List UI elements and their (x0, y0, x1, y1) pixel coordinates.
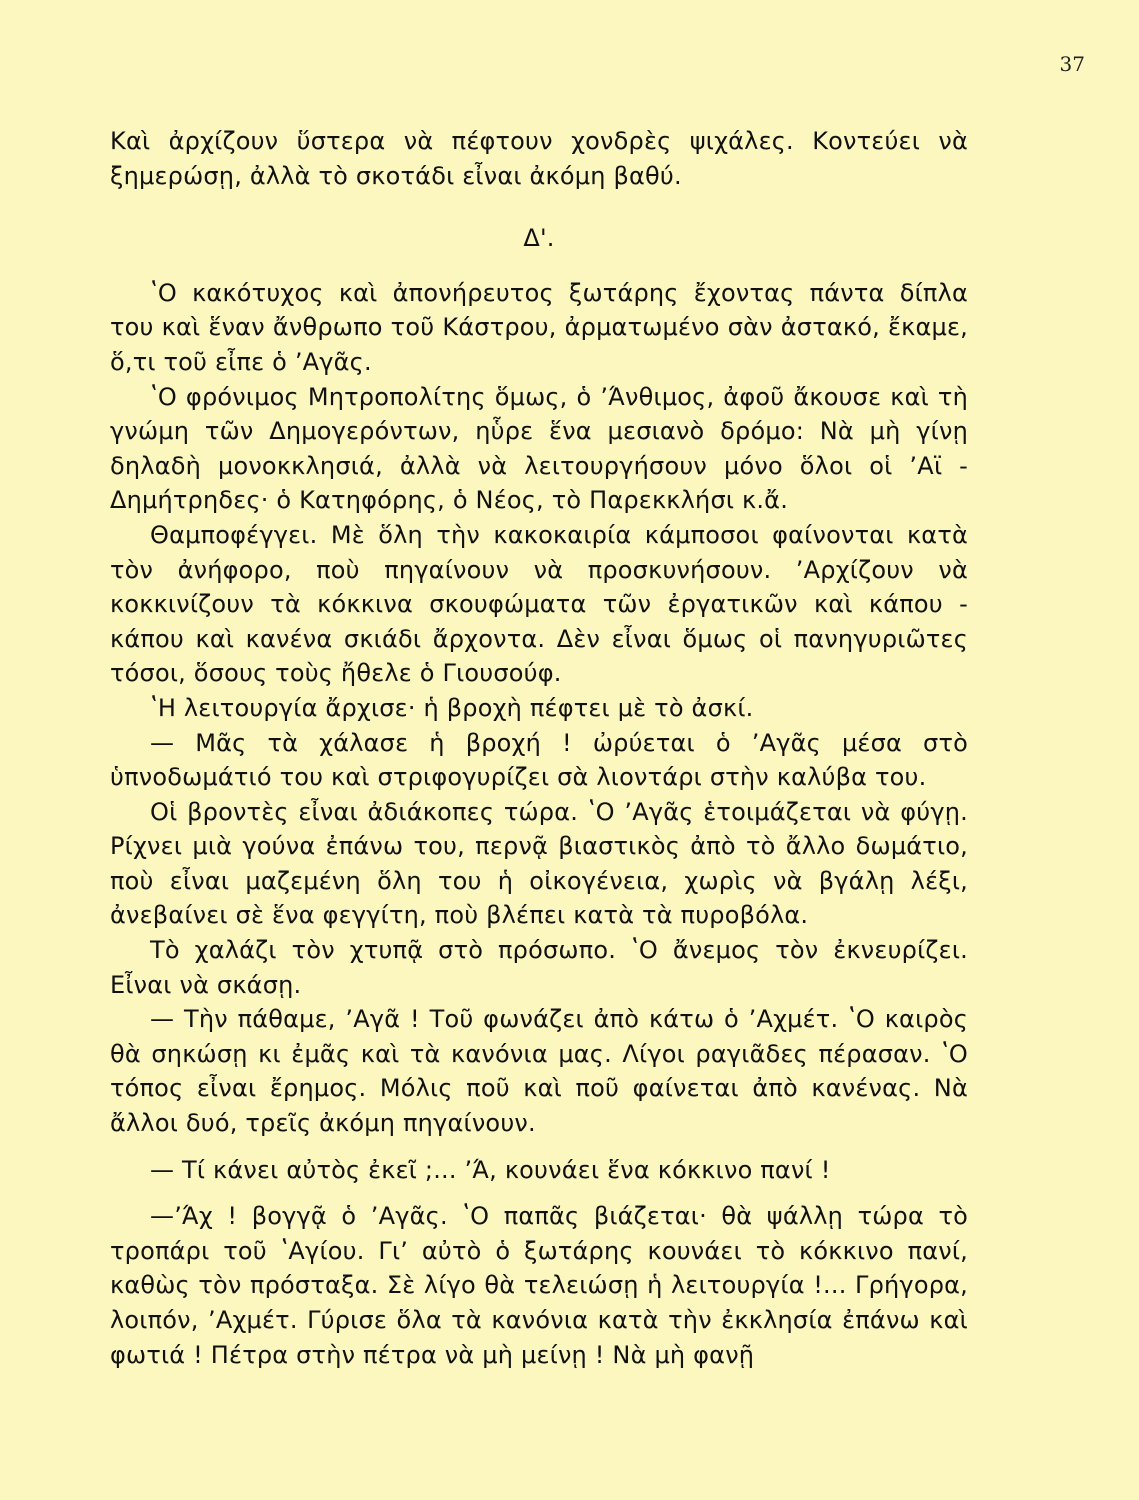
paragraph: Θαμποφέγγει. Μὲ ὅλη τὴν κακοκαιρία κάμποσοι φαίνονται κατὰ τὸν ἀνήφορο, ποὺ πηγαίνουν νὰ προσκυνήσουν. ʼΑρχίζουν νὰ κοκκινίζουν τὰ κόκκινα σκουφώματα τῶν ἐργατικῶν καὶ κάπου - κάπου καὶ κανένα σκιάδι ἄρχοντα. Δὲν εἶναι ὅμως οἱ πανηγυριῶτες τόσοι, ὅσους τοὺς ἤθελε ὁ Γιουσούφ. (110, 520, 968, 688)
paragraph: ʽΗ λειτουργία ἄρχισε· ἡ βροχὴ πέφτει μὲ τὸ ἀσκί. (150, 693, 754, 722)
dialogue-paragraph: — Τί κάνει αὐτὸς ἐκεῖ ;... ʼΆ, κουνάει ἕνα κόκκινο πανί ! (150, 1155, 831, 1184)
dialogue-paragraph: — Τὴν πάθαμε, ʼΑγᾶ ! Τοῦ φωνάζει ἀπὸ κάτω ὁ ʼΑχμέτ. ʽΟ καιρὸς θὰ σηκώσῃ κι ἐμᾶς καὶ τὰ κανόνια μας. Λίγοι ραγιᾶδες πέρασαν. ʽΟ τόπος εἶναι ἔρημος. Μόλις ποῦ καὶ ποῦ φαίνεται ἀπὸ κανένας. Νὰ ἄλλοι δυό, τρεῖς ἀκόμη πηγαίνουν. (110, 1005, 968, 1138)
dialogue-paragraph: — Μᾶς τὰ χάλασε ἡ βροχή ! ὠρύεται ὁ ʼΑγᾶς μέσα στὸ ὑπνοδωμάτιό του καὶ στριφογυρίζει σὰ λιοντάρι στὴν καλύβα του. (110, 728, 968, 792)
dialogue-paragraph: —ʼΆχ ! βογγᾷ ὁ ʼΑγᾶς. ʽΟ παπᾶς βιάζεται· θὰ ψάλλῃ τώρα τὸ τροπάρι τοῦ ʽΑγίου. Γιʼ αὐτὸ ὁ ξωτάρης κουνάει τὸ κόκκινο πανί, καθὼς τὸν πρόσταξα. Σὲ λίγο θὰ τελειώσῃ ἡ λειτουργία !... Γρήγορα, λοιπόν, ʼΑχμέτ. Γύρισε ὅλα τὰ κανόνια κατὰ τὴν ἐκκλησία ἐπάνω καὶ φωτιά ! Πέτρα στὴν πέτρα νὰ μὴ μείνῃ ! Νὰ μὴ φανῇ (110, 1202, 968, 1369)
paragraph: ʽΟ φρόνιμος Μητροπολίτης ὅμως, ὁ ʼΆνθιμος, ἀφοῦ ἄκουσε καὶ τὴ γνώμη τῶν Δημογερόντων, ηὗρε ἕνα μεσιανὸ δρόμο: Νὰ μὴ γίνῃ δηλαδὴ μονοκκλησιά, ἀλλὰ νὰ λειτουργήσουν μόνο ὅλοι οἱ ʼΑϊ - Δημήτρηδες· ὁ Κατηφόρης, ὁ Νέος, τὸ Παρεκκλήσι κ.ἄ. (110, 382, 968, 515)
paragraph: ʽΟ κακότυχος καὶ ἀπονήρευτος ξωτάρης ἔχοντας πάντα δίπλα του καὶ ἕναν ἄνθρωπο τοῦ Κάστρου, ἀρματωμένο σὰν ἀστακό, ἔκαμε, ὅ,τι τοῦ εἶπε ὁ ʼΑγᾶς. (110, 278, 968, 376)
paragraph: Οἱ βροντὲς εἶναι ἀδιάκοπες τώρα. ʽΟ ʼΑγᾶς ἑτοιμάζεται νὰ φύγῃ. Ρίχνει μιὰ γούνα ἐπάνω του, περνᾷ βιαστικὸς ἀπὸ τὸ ἄλλο δωμάτιο, ποὺ εἶναι μαζεμένη ὅλη του ἡ οἰκογένεια, χωρὶς νὰ βγάλῃ λέξι, ἀνεβαίνει σὲ ἕνα φεγγίτη, ποὺ βλέπει κατὰ τὰ πυροβόλα. (110, 797, 968, 930)
body-text (110, 124, 968, 1372)
paragraph: Τὸ χαλάζι τὸν χτυπᾷ στὸ πρόσωπο. ʽΟ ἄνεμος τὸν ἐκνευρίζει. Εἶναι νὰ σκάσῃ. (110, 936, 968, 999)
section-heading: Δ'. (523, 224, 555, 253)
page-number: 37 (1059, 52, 1085, 76)
paragraph: Καὶ ἀρχίζουν ὕστερα νὰ πέφτουν χονδρὲς ψιχάλες. Κοντεύει νὰ ξημερώσῃ, ἀλλὰ τὸ σκοτάδι εἶναι ἀκόμη βαθύ. (110, 127, 968, 190)
